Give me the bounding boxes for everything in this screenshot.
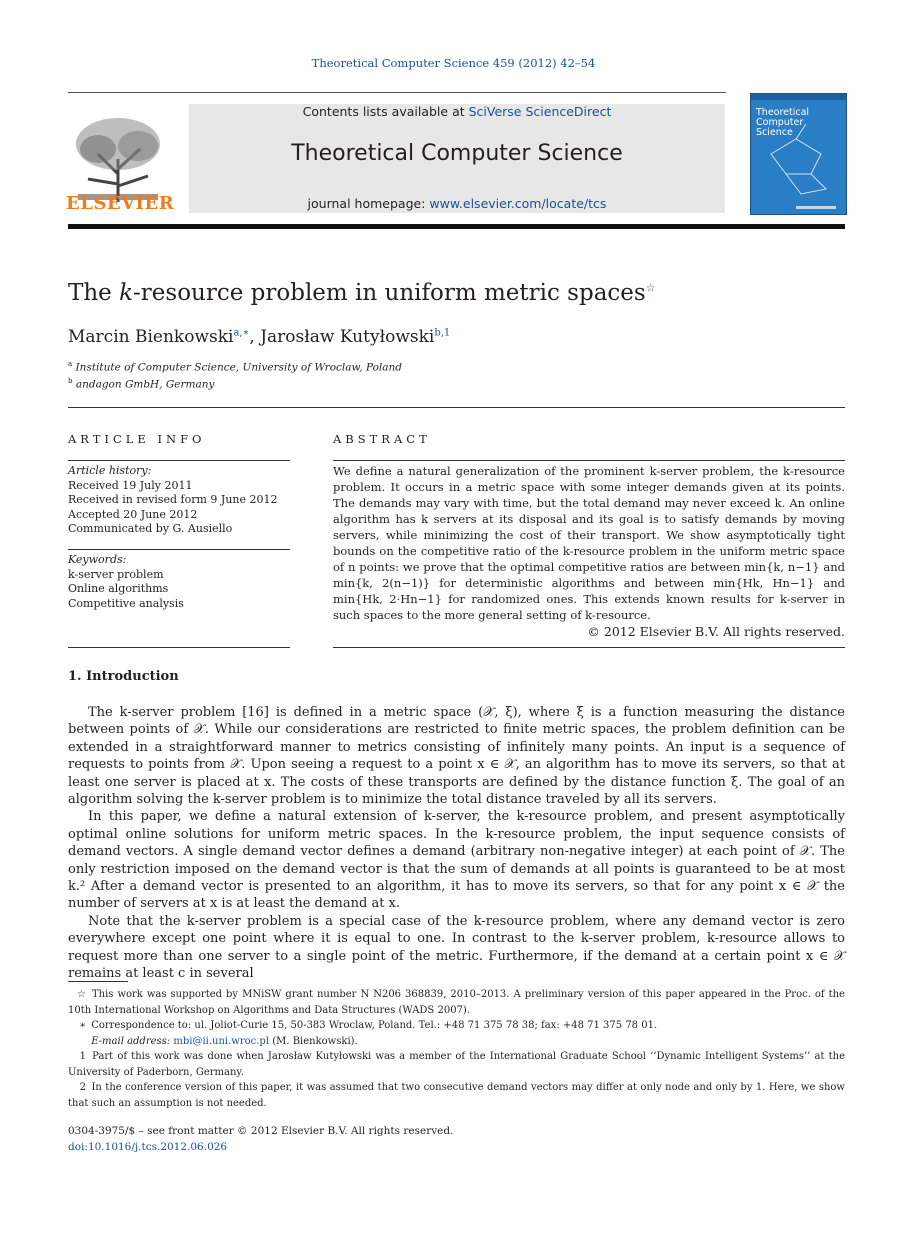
footnote-text: This work was supported by MNiSW grant number N N206 368839, 2010–2013. A preliminary version of this paper appeared in the Proc. of the 10th International Workshop on Algorithms and Data Structures (WADS 2007). xyxy=(68,989,845,1016)
footnote-text: Part of this work was done when Jarosław Kutyłowski was a member of the International Graduate School ‘‘Dynamic Intelligent Systems’’ at the University of Paderborn, Germany. xyxy=(68,1051,845,1078)
keyword-item: Competitive analysis xyxy=(68,596,184,610)
affiliation-b xyxy=(68,377,214,391)
body-text xyxy=(68,704,845,983)
abstract-heading: ABSTRACT xyxy=(333,432,431,446)
doi-link[interactable]: doi:10.1016/j.tcs.2012.06.026 xyxy=(68,1140,228,1153)
footnote-mark: ∗ xyxy=(79,1020,86,1031)
elsevier-logo-text: ELSEVIER xyxy=(66,193,175,214)
author-affiliation-mark[interactable]: b,1 xyxy=(434,327,451,339)
email-link[interactable]: mbi@ii.uni.wroc.pl xyxy=(173,1035,270,1047)
article-history xyxy=(68,464,290,537)
affiliation-text: Institute of Computer Science, University of Wroclaw, Poland xyxy=(75,361,403,374)
email-name: (M. Bienkowski). xyxy=(272,1035,358,1047)
footnotes xyxy=(68,987,845,1111)
footnote xyxy=(68,1018,845,1034)
keyword-item: k-server problem xyxy=(68,567,164,581)
keywords-label: Keywords: xyxy=(68,553,127,566)
author-name: Marcin Bienkowski xyxy=(68,327,234,347)
footnote-rule xyxy=(68,981,128,982)
cover-title: Theoretical Computer Science xyxy=(756,107,810,138)
footnote-mark: 1 xyxy=(79,1051,86,1062)
contents-line xyxy=(189,104,725,119)
author-affiliation-mark[interactable]: a,∗ xyxy=(233,327,250,339)
abstract-rule xyxy=(333,460,845,461)
paragraph: The k-server problem [16] is defined in a metric space (𝒳, ξ), where ξ is a function measuring the distance between points of 𝒳. While our considerations are restricted to finite metric spaces, the problem definition can be extended in a straightforward manner to metrics consisting of infinitely many points. An input is a sequence of requests to points from 𝒳. Upon seeing a request to a point x ∈ 𝒳, an algorithm has to move its servers, so that at least one server is placed at x. The costs of these transports are defined by the distance function ξ. The goal of an algorithm solving the k-server problem is to minimize the total distance traveled by all its servers. xyxy=(68,705,845,808)
sciencedirect-link[interactable]: SciVerse ScienceDirect xyxy=(468,104,612,119)
footnote xyxy=(68,1080,845,1111)
section-heading: 1. Introduction xyxy=(68,669,179,684)
paragraph: Note that the k-server problem is a special case of the k-resource problem, where any demand vector is zero everywhere except one point where it is equal to one. In contrast to the k-server problem, k-resource allows to request more than one server to a single point of the metric. Furthermore, if the demand at a certain point x ∈ 𝒳 remains at least c in several xyxy=(68,913,845,982)
section-rule xyxy=(68,407,845,408)
affiliation-text: andagon GmbH, Germany xyxy=(75,378,215,391)
history-item: Accepted 20 June 2012 xyxy=(68,507,198,521)
homepage-prefix: journal homepage: xyxy=(307,196,430,211)
history-item: Received in revised form 9 June 2012 xyxy=(68,493,278,506)
issn-line: 0304-3975/$ – see front matter © 2012 Elsevier B.V. All rights reserved. xyxy=(68,1125,454,1137)
article-info-heading: ARTICLE INFO xyxy=(68,432,206,446)
footnote xyxy=(68,987,845,1018)
history-label: Article history: xyxy=(68,464,152,477)
affiliation-mark: a xyxy=(68,360,73,368)
footnote-text: In the conference version of this paper, it was assumed that two consecutive demand vectors may differ at only node and only by 1. Here, we show that such an assumption is not needed. xyxy=(68,1082,845,1109)
info-rule xyxy=(68,647,290,648)
header-rule xyxy=(68,92,726,93)
keywords xyxy=(68,553,290,611)
footnote-mark: 2 xyxy=(79,1082,86,1093)
contents-prefix: Contents lists available at xyxy=(302,104,469,119)
homepage-line xyxy=(189,196,725,211)
author-list xyxy=(68,327,450,347)
title-k: k xyxy=(119,280,134,306)
info-rule xyxy=(68,549,290,550)
footnote xyxy=(68,1049,845,1080)
masthead-rule xyxy=(68,224,845,229)
footnote-email xyxy=(68,1034,845,1050)
title-part: The xyxy=(68,280,120,306)
footnote-text: Correspondence to: ul. Joliot-Curie 15, 50-383 Wroclaw, Poland. Tel.: +48 71 375 78 38; fax: +48 71 375 78 01. xyxy=(91,1020,658,1031)
paper-title xyxy=(68,280,656,306)
title-footnote-mark[interactable]: ☆ xyxy=(645,281,656,295)
affiliation-mark: b xyxy=(68,377,73,385)
journal-title: Theoretical Computer Science xyxy=(291,141,623,166)
history-item: Communicated by G. Ausiello xyxy=(68,522,233,535)
history-item: Received 19 July 2011 xyxy=(68,478,193,492)
email-label: E-mail address: xyxy=(91,1035,171,1047)
journal-reference[interactable]: Theoretical Computer Science 459 (2012) 42–54 xyxy=(311,56,596,70)
abstract-copyright: © 2012 Elsevier B.V. All rights reserved. xyxy=(587,624,845,639)
info-rule xyxy=(68,460,290,461)
affiliation-a xyxy=(68,360,402,374)
keyword-item: Online algorithms xyxy=(68,582,169,595)
paragraph: In this paper, we define a natural extension of k-server, the k-resource problem, and present asymptotically optimal online solutions for uniform metric spaces. In the k-resource problem, the input sequence consists of demand vectors. A single demand vector defines a demand (arbitrary non-negative integer) at each point of 𝒳. The only restriction imposed on the demand vector is that the sum of demands at all points is guaranteed to be at most k.² After a demand vector is presented to an algorithm, it has to move its servers, so that for any point x ∈ 𝒳 the number of servers at x is at least the demand at x. xyxy=(68,809,845,912)
footnote-mark: ☆ xyxy=(77,989,86,1000)
homepage-link[interactable]: www.elsevier.com/locate/tcs xyxy=(429,196,607,211)
abstract-text: We define a natural generalization of the prominent k-server problem, the k-resource problem. It occurs in a metric space with some integer demands given at its points. The demands may vary with time, but the total demand may never exceed k. An online algorithm has k servers at its disposal and its goal is to satisfy demands by moving servers, while minimizing the cost of their transport. We show asymptotically tight bounds on the competitive ratio of the k-resource problem in the uniform metric space of n points: we prove that the optimal competitive ratios are between min{k, n−1} and min{k, 2(n−1)} for deterministic algorithms and between min{Hk, Hn−1} and min{Hk, 2·Hn−1} for randomized ones. This extends known results for k-server in such spaces to the more general setting of k-resource. xyxy=(333,464,845,622)
author-separator: , xyxy=(249,327,261,347)
abstract-rule xyxy=(333,647,845,648)
author-name: Jarosław Kutyłowski xyxy=(260,327,435,347)
issn-block xyxy=(68,1124,453,1155)
title-part: -resource problem in uniform metric spaces xyxy=(133,280,646,306)
